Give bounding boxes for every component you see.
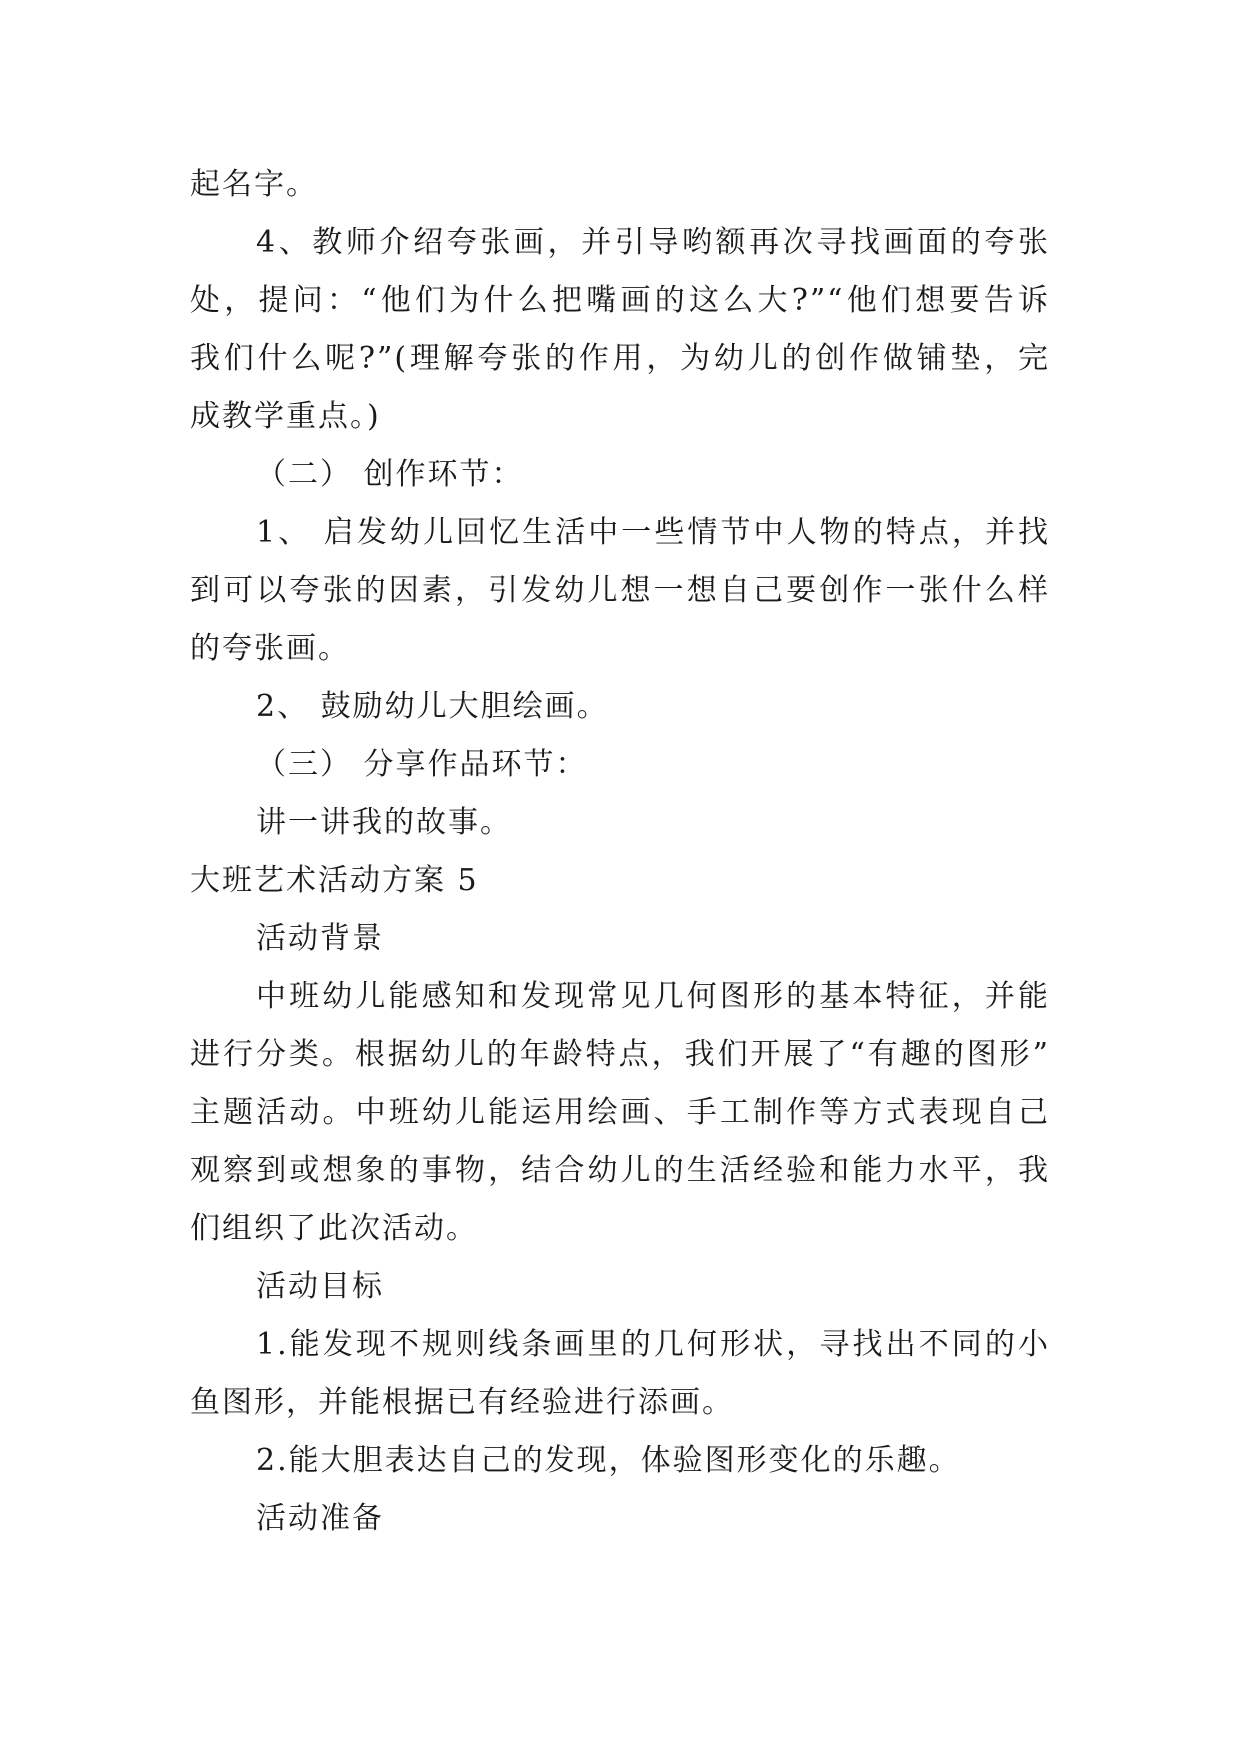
text-line: 处，提问：“他们为什么把嘴画的这么大?”“他们想要告诉: [190, 283, 1050, 318]
text-line: 观察到或想象的事物，结合幼儿的生活经验和能力水平，我: [190, 1153, 1050, 1188]
text-line: 2.能大胆表达自己的发现，体验图形变化的乐趣。: [256, 1443, 961, 1478]
section-heading: （二） 创作环节：: [256, 457, 524, 492]
text-line: 2、 鼓励幼儿大胆绘画。: [256, 689, 609, 724]
text-line: 讲一讲我的故事。: [256, 805, 512, 840]
section-heading: 活动背景: [256, 921, 384, 956]
text-line: 进行分类。根据幼儿的年龄特点，我们开展了“有趣的图形”: [190, 1037, 1050, 1072]
text-line: 我们什么呢?”(理解夸张的作用，为幼儿的创作做铺垫，完: [190, 341, 1050, 376]
text-line: 1、 启发幼儿回忆生活中一些情节中人物的特点，并找: [256, 515, 1050, 550]
text-line: 成教学重点。): [190, 399, 381, 434]
section-heading: 活动准备: [256, 1501, 384, 1536]
text-line: 中班幼儿能感知和发现常见几何图形的基本特征，并能: [256, 979, 1050, 1014]
text-line: 鱼图形，并能根据已有经验进行添画。: [190, 1385, 734, 1420]
text-line: 们组织了此次活动。: [190, 1211, 478, 1246]
text-line: 起名字。: [190, 167, 318, 202]
text-line: 1.能发现不规则线条画里的几何形状，寻找出不同的小: [256, 1327, 1050, 1362]
section-heading: （三） 分享作品环节：: [256, 747, 588, 782]
text-line: 主题活动。中班幼儿能运用绘画、手工制作等方式表现自己: [190, 1095, 1050, 1130]
text-line: 到可以夸张的因素，引发幼儿想一想自己要创作一张什么样: [190, 573, 1050, 608]
section-heading: 活动目标: [256, 1269, 384, 1304]
document-title: 大班艺术活动方案 5: [190, 863, 479, 898]
text-line: 的夸张画。: [190, 631, 350, 666]
text-line: 4、教师介绍夸张画，并引导哟额再次寻找画面的夸张: [256, 225, 1050, 260]
